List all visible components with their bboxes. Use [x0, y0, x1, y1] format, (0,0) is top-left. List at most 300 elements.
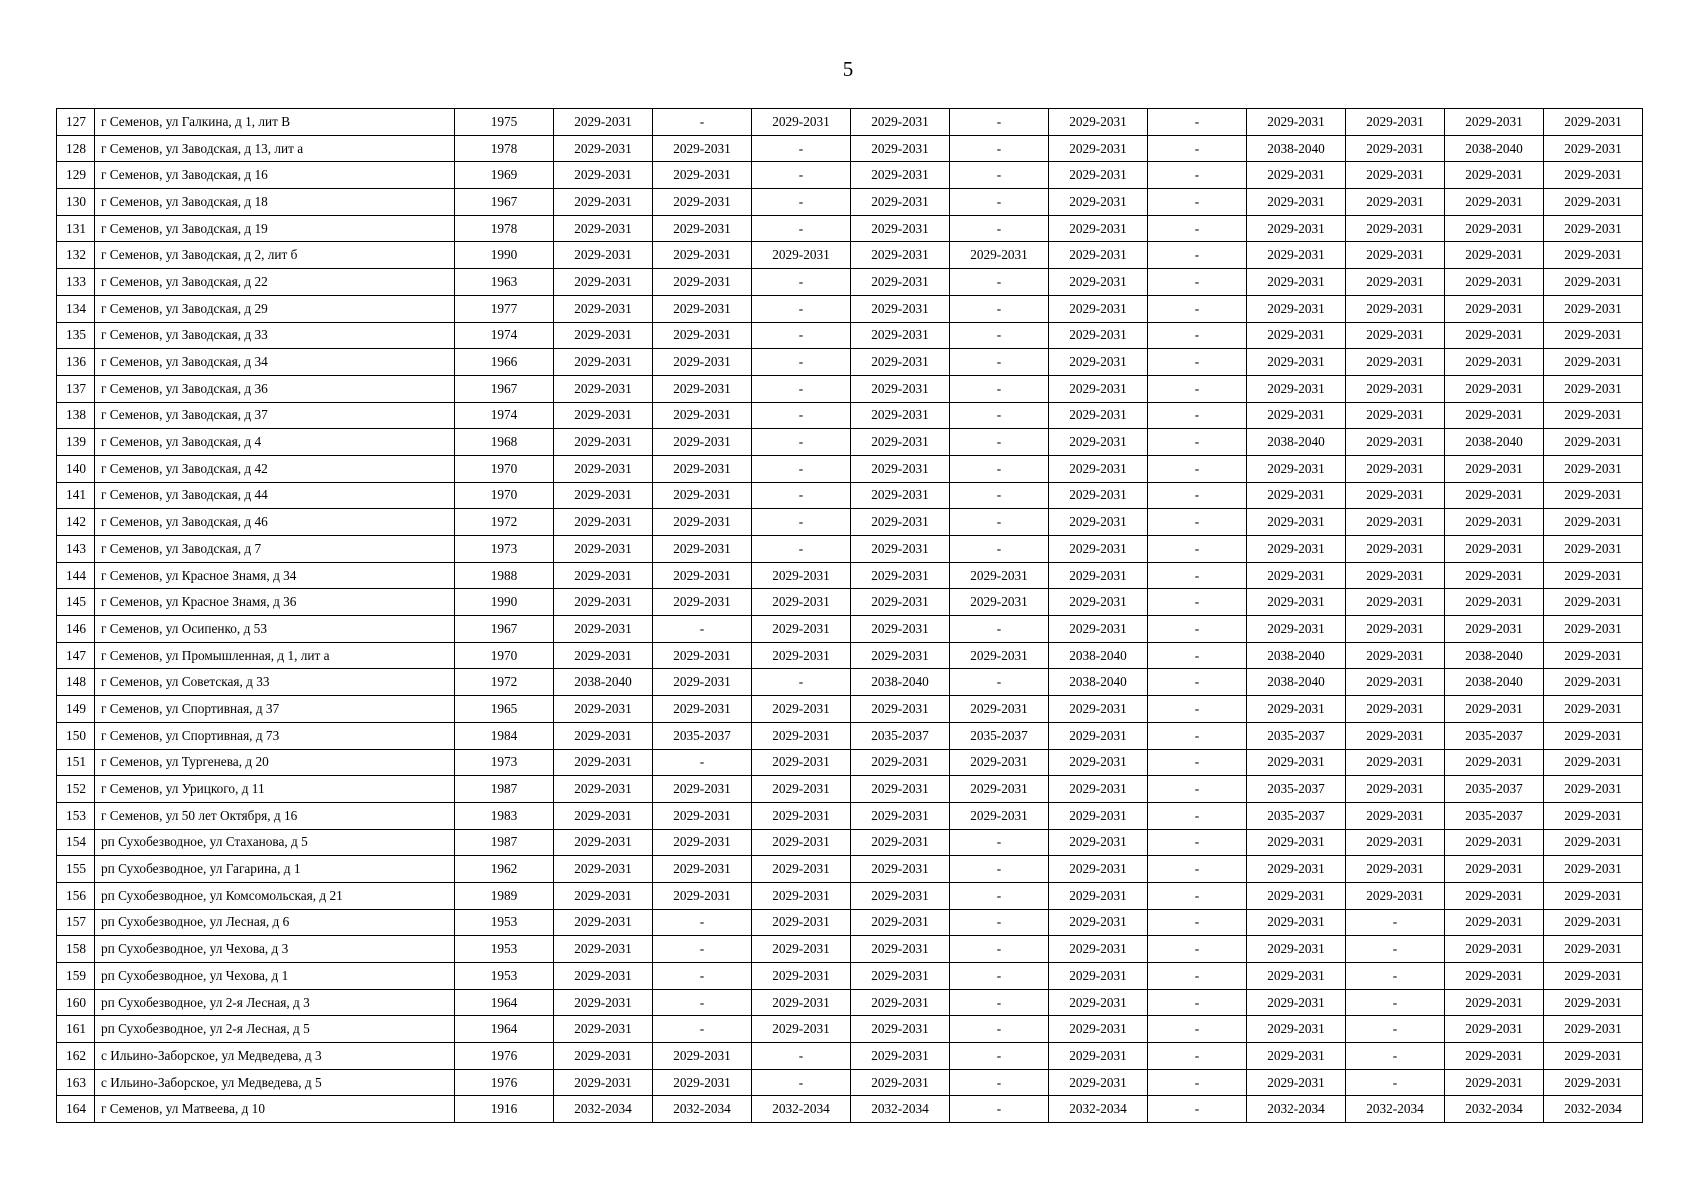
period-cell: 2038-2040: [1445, 642, 1544, 669]
period-cell: 2029-2031: [1445, 1043, 1544, 1070]
period-cell: 2029-2031: [851, 109, 950, 136]
period-cell: -: [950, 1069, 1049, 1096]
period-cell: 2029-2031: [1544, 963, 1643, 990]
period-cell: 2029-2031: [554, 295, 653, 322]
period-cell: 2029-2031: [653, 1043, 752, 1070]
year-cell: 1976: [455, 1043, 554, 1070]
period-cell: 2029-2031: [1544, 1069, 1643, 1096]
period-cell: -: [1148, 135, 1247, 162]
period-cell: 2029-2031: [851, 1016, 950, 1043]
period-cell: 2029-2031: [653, 322, 752, 349]
period-cell: -: [752, 295, 851, 322]
period-cell: 2029-2031: [752, 829, 851, 856]
period-cell: -: [1148, 1043, 1247, 1070]
period-cell: -: [1148, 589, 1247, 616]
period-cell: 2029-2031: [1544, 1043, 1643, 1070]
year-cell: 1970: [455, 642, 554, 669]
period-cell: 2029-2031: [554, 109, 653, 136]
row-number-cell: 130: [57, 189, 95, 216]
period-cell: 2029-2031: [752, 616, 851, 643]
period-cell: 2029-2031: [1346, 589, 1445, 616]
period-cell: 2029-2031: [1346, 722, 1445, 749]
year-cell: 1983: [455, 802, 554, 829]
address-cell: рп Сухобезводное, ул Чехова, д 3: [95, 936, 455, 963]
period-cell: 2029-2031: [653, 669, 752, 696]
period-cell: 2029-2031: [851, 589, 950, 616]
period-cell: 2029-2031: [1049, 509, 1148, 536]
period-cell: 2029-2031: [653, 536, 752, 563]
period-cell: 2029-2031: [1544, 215, 1643, 242]
table-row: [57, 1069, 1643, 1096]
period-cell: 2032-2034: [1049, 1096, 1148, 1123]
period-cell: -: [950, 509, 1049, 536]
row-number-cell: 152: [57, 776, 95, 803]
period-cell: -: [950, 536, 1049, 563]
table-row: [57, 189, 1643, 216]
period-cell: -: [1148, 1096, 1247, 1123]
period-cell: 2029-2031: [1346, 482, 1445, 509]
table-row: [57, 696, 1643, 723]
period-cell: 2029-2031: [1346, 749, 1445, 776]
period-cell: 2029-2031: [851, 989, 950, 1016]
period-cell: 2029-2031: [1346, 242, 1445, 269]
period-cell: 2029-2031: [1346, 269, 1445, 296]
period-cell: 2029-2031: [1346, 322, 1445, 349]
row-number-cell: 161: [57, 1016, 95, 1043]
period-cell: 2029-2031: [1445, 455, 1544, 482]
period-cell: 2035-2037: [1247, 802, 1346, 829]
period-cell: 2035-2037: [1445, 776, 1544, 803]
row-number-cell: 164: [57, 1096, 95, 1123]
table-row: [57, 269, 1643, 296]
row-number-cell: 134: [57, 295, 95, 322]
address-cell: рп Сухобезводное, ул Гагарина, д 1: [95, 856, 455, 883]
period-cell: -: [950, 429, 1049, 456]
period-cell: -: [653, 749, 752, 776]
period-cell: 2029-2031: [1049, 1016, 1148, 1043]
period-cell: 2029-2031: [851, 909, 950, 936]
period-cell: 2029-2031: [653, 162, 752, 189]
period-cell: 2029-2031: [1346, 536, 1445, 563]
period-cell: 2029-2031: [1544, 829, 1643, 856]
period-cell: 2029-2031: [653, 642, 752, 669]
period-cell: 2029-2031: [554, 1043, 653, 1070]
period-cell: -: [1148, 402, 1247, 429]
period-cell: 2029-2031: [653, 295, 752, 322]
period-cell: 2029-2031: [1445, 1016, 1544, 1043]
period-cell: 2029-2031: [1049, 829, 1148, 856]
year-cell: 1978: [455, 215, 554, 242]
period-cell: -: [752, 269, 851, 296]
period-cell: 2029-2031: [950, 776, 1049, 803]
period-cell: 2029-2031: [1346, 509, 1445, 536]
period-cell: -: [950, 882, 1049, 909]
period-cell: 2029-2031: [1544, 375, 1643, 402]
year-cell: 1967: [455, 189, 554, 216]
period-cell: 2029-2031: [653, 375, 752, 402]
address-cell: рп Сухобезводное, ул Лесная, д 6: [95, 909, 455, 936]
period-cell: 2029-2031: [851, 696, 950, 723]
period-cell: 2029-2031: [1544, 936, 1643, 963]
period-cell: -: [950, 1016, 1049, 1043]
period-cell: 2029-2031: [1049, 375, 1148, 402]
year-cell: 1970: [455, 482, 554, 509]
period-cell: 2029-2031: [1049, 295, 1148, 322]
address-cell: г Семенов, ул Промышленная, д 1, лит а: [95, 642, 455, 669]
period-cell: 2029-2031: [1247, 963, 1346, 990]
period-cell: 2029-2031: [1544, 589, 1643, 616]
period-cell: 2029-2031: [851, 562, 950, 589]
period-cell: -: [1346, 963, 1445, 990]
period-cell: 2029-2031: [1445, 536, 1544, 563]
period-cell: -: [1148, 642, 1247, 669]
period-cell: -: [950, 1096, 1049, 1123]
period-cell: 2029-2031: [1247, 455, 1346, 482]
period-cell: 2029-2031: [1346, 109, 1445, 136]
period-cell: 2029-2031: [1445, 882, 1544, 909]
period-cell: 2029-2031: [653, 402, 752, 429]
period-cell: 2035-2037: [1445, 722, 1544, 749]
period-cell: 2029-2031: [1544, 536, 1643, 563]
period-cell: 2029-2031: [1247, 749, 1346, 776]
year-cell: 1916: [455, 1096, 554, 1123]
period-cell: 2029-2031: [752, 696, 851, 723]
period-cell: 2029-2031: [1049, 455, 1148, 482]
table-row: [57, 909, 1643, 936]
period-cell: 2029-2031: [1445, 375, 1544, 402]
period-cell: 2029-2031: [653, 509, 752, 536]
period-cell: 2029-2031: [554, 829, 653, 856]
period-cell: 2029-2031: [1445, 242, 1544, 269]
period-cell: 2029-2031: [1544, 455, 1643, 482]
period-cell: 2029-2031: [1544, 242, 1643, 269]
period-cell: 2038-2040: [851, 669, 950, 696]
period-cell: 2029-2031: [554, 322, 653, 349]
period-cell: 2038-2040: [1247, 135, 1346, 162]
table-row: [57, 802, 1643, 829]
period-cell: 2038-2040: [554, 669, 653, 696]
period-cell: 2029-2031: [1346, 562, 1445, 589]
address-cell: г Семенов, ул Заводская, д 46: [95, 509, 455, 536]
address-cell: г Семенов, ул Галкина, д 1, лит В: [95, 109, 455, 136]
period-cell: 2029-2031: [1544, 295, 1643, 322]
period-cell: 2029-2031: [653, 189, 752, 216]
period-cell: 2029-2031: [1544, 989, 1643, 1016]
table-row: [57, 242, 1643, 269]
address-cell: г Семенов, ул Тургенева, д 20: [95, 749, 455, 776]
period-cell: 2038-2040: [1445, 135, 1544, 162]
period-cell: 2029-2031: [653, 1069, 752, 1096]
period-cell: -: [1346, 936, 1445, 963]
table-row: [57, 589, 1643, 616]
period-cell: -: [950, 349, 1049, 376]
period-cell: 2029-2031: [1346, 776, 1445, 803]
period-cell: 2029-2031: [554, 242, 653, 269]
period-cell: 2029-2031: [1544, 135, 1643, 162]
row-number-cell: 147: [57, 642, 95, 669]
period-cell: 2029-2031: [1049, 162, 1148, 189]
period-cell: 2029-2031: [1247, 482, 1346, 509]
period-cell: 2029-2031: [1247, 589, 1346, 616]
table-row: [57, 375, 1643, 402]
period-cell: 2029-2031: [554, 536, 653, 563]
period-cell: 2029-2031: [653, 856, 752, 883]
table-row: [57, 562, 1643, 589]
row-number-cell: 137: [57, 375, 95, 402]
period-cell: 2029-2031: [950, 749, 1049, 776]
period-cell: -: [653, 989, 752, 1016]
period-cell: -: [950, 269, 1049, 296]
period-cell: -: [1148, 696, 1247, 723]
period-cell: 2029-2031: [1445, 749, 1544, 776]
period-cell: 2029-2031: [1544, 722, 1643, 749]
address-cell: г Семенов, ул Осипенко, д 53: [95, 616, 455, 643]
period-cell: 2029-2031: [1049, 1043, 1148, 1070]
period-cell: 2029-2031: [1544, 162, 1643, 189]
period-cell: -: [1148, 349, 1247, 376]
address-cell: г Семенов, ул Матвеева, д 10: [95, 1096, 455, 1123]
period-cell: 2029-2031: [752, 909, 851, 936]
period-cell: 2029-2031: [554, 616, 653, 643]
period-cell: 2029-2031: [1445, 189, 1544, 216]
period-cell: 2029-2031: [752, 989, 851, 1016]
row-number-cell: 155: [57, 856, 95, 883]
period-cell: 2029-2031: [1445, 696, 1544, 723]
period-cell: 2029-2031: [1346, 856, 1445, 883]
period-cell: 2029-2031: [1049, 1069, 1148, 1096]
period-cell: 2029-2031: [1445, 109, 1544, 136]
period-cell: 2029-2031: [1049, 242, 1148, 269]
year-cell: 1978: [455, 135, 554, 162]
table-row: [57, 749, 1643, 776]
period-cell: 2029-2031: [554, 269, 653, 296]
period-cell: 2029-2031: [1544, 509, 1643, 536]
address-cell: г Семенов, ул Красное Знамя, д 34: [95, 562, 455, 589]
period-cell: 2029-2031: [554, 375, 653, 402]
address-cell: г Семенов, ул Урицкого, д 11: [95, 776, 455, 803]
period-cell: -: [1148, 162, 1247, 189]
period-cell: 2029-2031: [1049, 349, 1148, 376]
period-cell: 2029-2031: [653, 269, 752, 296]
period-cell: 2029-2031: [1049, 482, 1148, 509]
period-cell: -: [1148, 882, 1247, 909]
address-cell: г Семенов, ул Заводская, д 13, лит а: [95, 135, 455, 162]
period-cell: 2032-2034: [851, 1096, 950, 1123]
table-row: [57, 509, 1643, 536]
period-cell: 2029-2031: [1049, 109, 1148, 136]
period-cell: 2029-2031: [1544, 642, 1643, 669]
period-cell: -: [752, 1069, 851, 1096]
period-cell: -: [950, 215, 1049, 242]
period-cell: 2035-2037: [950, 722, 1049, 749]
period-cell: 2029-2031: [1346, 642, 1445, 669]
row-number-cell: 140: [57, 455, 95, 482]
period-cell: 2029-2031: [1544, 562, 1643, 589]
period-cell: 2029-2031: [752, 802, 851, 829]
address-cell: рп Сухобезводное, ул 2-я Лесная, д 3: [95, 989, 455, 1016]
table-row: [57, 429, 1643, 456]
period-cell: -: [950, 936, 1049, 963]
period-cell: 2029-2031: [653, 882, 752, 909]
address-cell: г Семенов, ул Заводская, д 44: [95, 482, 455, 509]
period-cell: -: [950, 109, 1049, 136]
row-number-cell: 154: [57, 829, 95, 856]
period-cell: 2029-2031: [1247, 242, 1346, 269]
row-number-cell: 141: [57, 482, 95, 509]
period-cell: 2029-2031: [1247, 936, 1346, 963]
period-cell: 2029-2031: [554, 482, 653, 509]
period-cell: 2029-2031: [1445, 1069, 1544, 1096]
year-cell: 1988: [455, 562, 554, 589]
period-cell: -: [1346, 1069, 1445, 1096]
table-row: [57, 616, 1643, 643]
table-body: [57, 109, 1643, 1123]
period-cell: -: [1346, 909, 1445, 936]
period-cell: -: [1346, 989, 1445, 1016]
row-number-cell: 131: [57, 215, 95, 242]
period-cell: 2029-2031: [554, 936, 653, 963]
period-cell: -: [950, 402, 1049, 429]
period-cell: 2029-2031: [1346, 616, 1445, 643]
period-cell: 2029-2031: [851, 295, 950, 322]
address-cell: г Семенов, ул Спортивная, д 73: [95, 722, 455, 749]
period-cell: -: [1148, 509, 1247, 536]
period-cell: -: [1148, 669, 1247, 696]
period-cell: -: [1148, 1069, 1247, 1096]
period-cell: 2029-2031: [1544, 909, 1643, 936]
period-cell: 2029-2031: [1247, 215, 1346, 242]
table-row: [57, 936, 1643, 963]
period-cell: 2029-2031: [653, 135, 752, 162]
period-cell: 2029-2031: [851, 963, 950, 990]
period-cell: 2029-2031: [1445, 482, 1544, 509]
period-cell: 2029-2031: [1247, 349, 1346, 376]
row-number-cell: 150: [57, 722, 95, 749]
period-cell: 2029-2031: [653, 349, 752, 376]
period-cell: 2029-2031: [1049, 562, 1148, 589]
period-cell: 2029-2031: [851, 856, 950, 883]
period-cell: 2038-2040: [1049, 642, 1148, 669]
address-cell: рп Сухобезводное, ул 2-я Лесная, д 5: [95, 1016, 455, 1043]
period-cell: -: [752, 402, 851, 429]
period-cell: 2029-2031: [1544, 349, 1643, 376]
row-number-cell: 145: [57, 589, 95, 616]
address-cell: г Семенов, ул Заводская, д 19: [95, 215, 455, 242]
period-cell: -: [1148, 109, 1247, 136]
period-cell: -: [950, 989, 1049, 1016]
period-cell: 2029-2031: [851, 616, 950, 643]
address-cell: рп Сухобезводное, ул Стаханова, д 5: [95, 829, 455, 856]
period-cell: 2029-2031: [653, 429, 752, 456]
period-cell: 2029-2031: [1247, 989, 1346, 1016]
period-cell: 2029-2031: [950, 802, 1049, 829]
table-row: [57, 162, 1643, 189]
period-cell: 2029-2031: [1049, 722, 1148, 749]
period-cell: 2029-2031: [851, 482, 950, 509]
period-cell: 2029-2031: [1049, 402, 1148, 429]
period-cell: 2029-2031: [950, 589, 1049, 616]
period-cell: 2032-2034: [1247, 1096, 1346, 1123]
row-number-cell: 148: [57, 669, 95, 696]
period-cell: 2029-2031: [1445, 963, 1544, 990]
row-number-cell: 159: [57, 963, 95, 990]
period-cell: 2029-2031: [851, 936, 950, 963]
period-cell: 2029-2031: [851, 455, 950, 482]
table-row: [57, 1016, 1643, 1043]
period-cell: 2029-2031: [1247, 616, 1346, 643]
period-cell: -: [653, 109, 752, 136]
address-cell: с Ильино-Заборское, ул Медведева, д 3: [95, 1043, 455, 1070]
period-cell: 2029-2031: [1049, 429, 1148, 456]
table-row: [57, 882, 1643, 909]
period-cell: 2029-2031: [1346, 349, 1445, 376]
period-cell: 2029-2031: [653, 829, 752, 856]
period-cell: 2029-2031: [851, 162, 950, 189]
period-cell: -: [653, 936, 752, 963]
period-cell: 2029-2031: [554, 455, 653, 482]
period-cell: 2029-2031: [1247, 882, 1346, 909]
period-cell: 2029-2031: [1544, 482, 1643, 509]
period-cell: 2029-2031: [752, 856, 851, 883]
row-number-cell: 135: [57, 322, 95, 349]
period-cell: -: [653, 1016, 752, 1043]
period-cell: 2038-2040: [1247, 642, 1346, 669]
period-cell: -: [752, 135, 851, 162]
period-cell: 2029-2031: [851, 242, 950, 269]
period-cell: 2029-2031: [1544, 616, 1643, 643]
row-number-cell: 146: [57, 616, 95, 643]
period-cell: 2029-2031: [554, 989, 653, 1016]
period-cell: 2029-2031: [1346, 696, 1445, 723]
period-cell: 2029-2031: [851, 509, 950, 536]
period-cell: 2029-2031: [752, 749, 851, 776]
period-cell: -: [950, 1043, 1049, 1070]
period-cell: 2035-2037: [1247, 776, 1346, 803]
period-cell: 2029-2031: [752, 776, 851, 803]
year-cell: 1984: [455, 722, 554, 749]
period-cell: 2032-2034: [1544, 1096, 1643, 1123]
period-cell: 2029-2031: [1544, 322, 1643, 349]
period-cell: 2029-2031: [554, 882, 653, 909]
period-cell: 2029-2031: [1049, 749, 1148, 776]
year-cell: 1968: [455, 429, 554, 456]
period-cell: -: [752, 375, 851, 402]
year-cell: 1964: [455, 1016, 554, 1043]
table-row: [57, 215, 1643, 242]
period-cell: 2029-2031: [1445, 322, 1544, 349]
row-number-cell: 127: [57, 109, 95, 136]
period-cell: 2029-2031: [1445, 402, 1544, 429]
address-cell: рп Сухобезводное, ул Чехова, д 1: [95, 963, 455, 990]
table-row: [57, 776, 1643, 803]
period-cell: 2029-2031: [752, 936, 851, 963]
period-cell: 2029-2031: [851, 1043, 950, 1070]
year-cell: 1972: [455, 509, 554, 536]
period-cell: 2029-2031: [1247, 1043, 1346, 1070]
period-cell: 2029-2031: [1544, 669, 1643, 696]
period-cell: -: [1148, 909, 1247, 936]
period-cell: 2029-2031: [1445, 856, 1544, 883]
table-row: [57, 295, 1643, 322]
period-cell: 2032-2034: [752, 1096, 851, 1123]
table-row: [57, 109, 1643, 136]
period-cell: 2029-2031: [1544, 696, 1643, 723]
period-cell: 2029-2031: [1544, 189, 1643, 216]
year-cell: 1970: [455, 455, 554, 482]
period-cell: 2029-2031: [851, 536, 950, 563]
address-cell: г Семенов, ул Заводская, д 29: [95, 295, 455, 322]
period-cell: 2029-2031: [1445, 269, 1544, 296]
